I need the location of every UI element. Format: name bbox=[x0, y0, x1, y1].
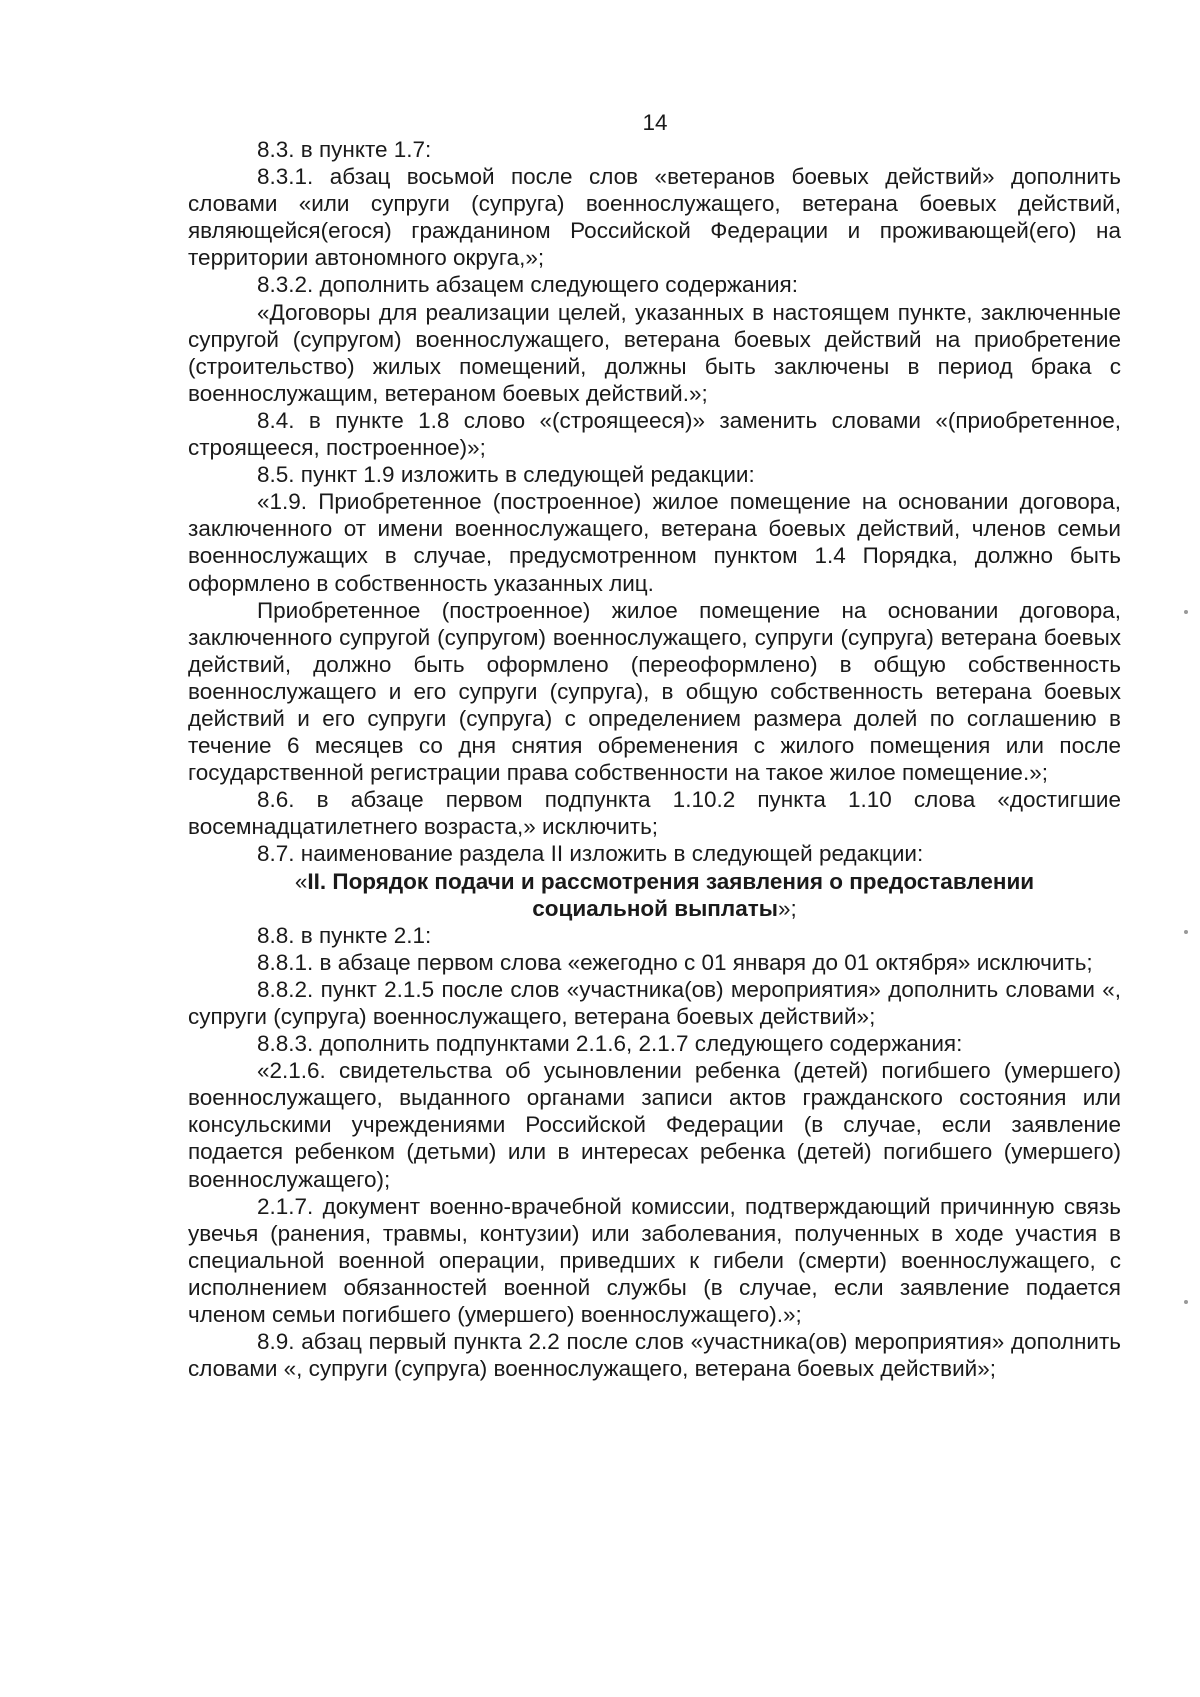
paragraph-8-4: 8.4. в пункте 1.8 слово «(строящееся)» заменить словами «(приобретенное, строящееся, построенное)»; bbox=[188, 407, 1121, 461]
paragraph-8-8: 8.8. в пункте 2.1: bbox=[257, 922, 432, 948]
paragraph-contracts-quote: «Договоры для реализации целей, указанных в настоящем пункте, заключенные супругой (супругом) военнослужащего, ветерана боевых действий на приобретение (строительство) жилых помещений, должны быть заключены в период брака с военнослужащим, ветераном боевых действий.»; bbox=[188, 299, 1121, 406]
heading-text: II. Порядок подачи и рассмотрения заявления о предоставлении социальной выплаты bbox=[307, 868, 1035, 921]
document-body bbox=[188, 136, 1121, 1382]
paragraph-8-3-2: 8.3.2. дополнить абзацем следующего содержания: bbox=[257, 272, 798, 298]
paragraph-1-9-second: Приобретенное (построенное) жилое помещение на основании договора, заключенного супругой (супругом) военнослужащего, супруги (супруга) ветерана боевых действий, должно быть оформлено (переоформлено) в общую собственность военнослужащего и его супруги (супруга), в общую собственность ветерана боевых действий и его супруги (супруга) с определением размера долей по соглашению в течение 6 месяцев со дня снятия обременения с жилого помещения или после государственной регистрации права собственности на такое жилое помещение.»; bbox=[188, 597, 1121, 786]
paragraph-8-3-1: 8.3.1. абзац восьмой после слов «ветеранов боевых действий» дополнить словами «или супруги (супруга) военнослужащего, ветерана боевых действий, являющейся(егося) гражданином Российской Федерации и проживающей(его) на территории автономного округа,»; bbox=[188, 164, 1121, 271]
scan-speck bbox=[1184, 610, 1188, 614]
paragraph-8-8-3: 8.8.3. дополнить подпунктами 2.1.6, 2.1.7 следующего содержания: bbox=[257, 1031, 963, 1057]
paragraph-1-9-quote: «1.9. Приобретенное (построенное) жилое помещение на основании договора, заключенного от имени военнослужащего, ветерана боевых действий, членов семьи военнослужащих в случае, предусмотренном пунктом 1.4 Порядка, должно быть оформлено в собственность указанных лиц. bbox=[188, 489, 1121, 596]
section-heading bbox=[188, 868, 1121, 922]
scan-speck bbox=[1184, 930, 1188, 934]
heading-open-quote: « bbox=[294, 868, 308, 894]
paragraph-8-5: 8.5. пункт 1.9 изложить в следующей редакции: bbox=[257, 462, 755, 488]
paragraph-2-1-6: «2.1.6. свидетельства об усыновлении ребенка (детей) погибшего (умершего) военнослужащего, выданного органами записи актов гражданского состояния или консульскими учреждениями Российской Федерации (в случае, если заявление подается ребенком (детьми) или в интересах ребенка (детей) погибшего (умершего) военнослужащего); bbox=[188, 1058, 1121, 1192]
paragraph-8-9: 8.9. абзац первый пункта 2.2 после слов «участника(ов) мероприятия» дополнить словами «, супруги (супруга) военнослужащего, ветерана боевых действий»; bbox=[188, 1329, 1121, 1382]
paragraph-8-6: 8.6. в абзаце первом подпункта 1.10.2 пункта 1.10 слова «достигшие восемнадцатилетнего возраста,» исключить; bbox=[188, 787, 1121, 840]
page-number: 14 bbox=[642, 110, 668, 135]
paragraph-2-1-7: 2.1.7. документ военно-врачебной комиссии, подтверждающий причинную связь увечья (ранения, травмы, контузии) или заболевания, полученных в ходе участия в специальной военной операции, приведших к гибели (смерти) военнослужащего, с исполнением обязанностей военной службы (в случае, если заявление подается членом семьи погибшего (умершего) военнослужащего).»; bbox=[188, 1193, 1121, 1328]
scan-speck bbox=[1184, 1300, 1188, 1304]
paragraph-8-8-1: 8.8.1. в абзаце первом слова «ежегодно с 01 января до 01 октября» исключить; bbox=[257, 949, 1093, 975]
paragraph-8-3: 8.3. в пункте 1.7: bbox=[257, 137, 432, 162]
paragraph-8-7: 8.7. наименование раздела II изложить в следующей редакции: bbox=[257, 841, 924, 867]
paragraph-8-8-2: 8.8.2. пункт 2.1.5 после слов «участника(ов) мероприятия» дополнить словами «, супруги (супруга) военнослужащего, ветерана боевых действий»; bbox=[188, 976, 1121, 1029]
heading-close: »; bbox=[777, 895, 797, 921]
